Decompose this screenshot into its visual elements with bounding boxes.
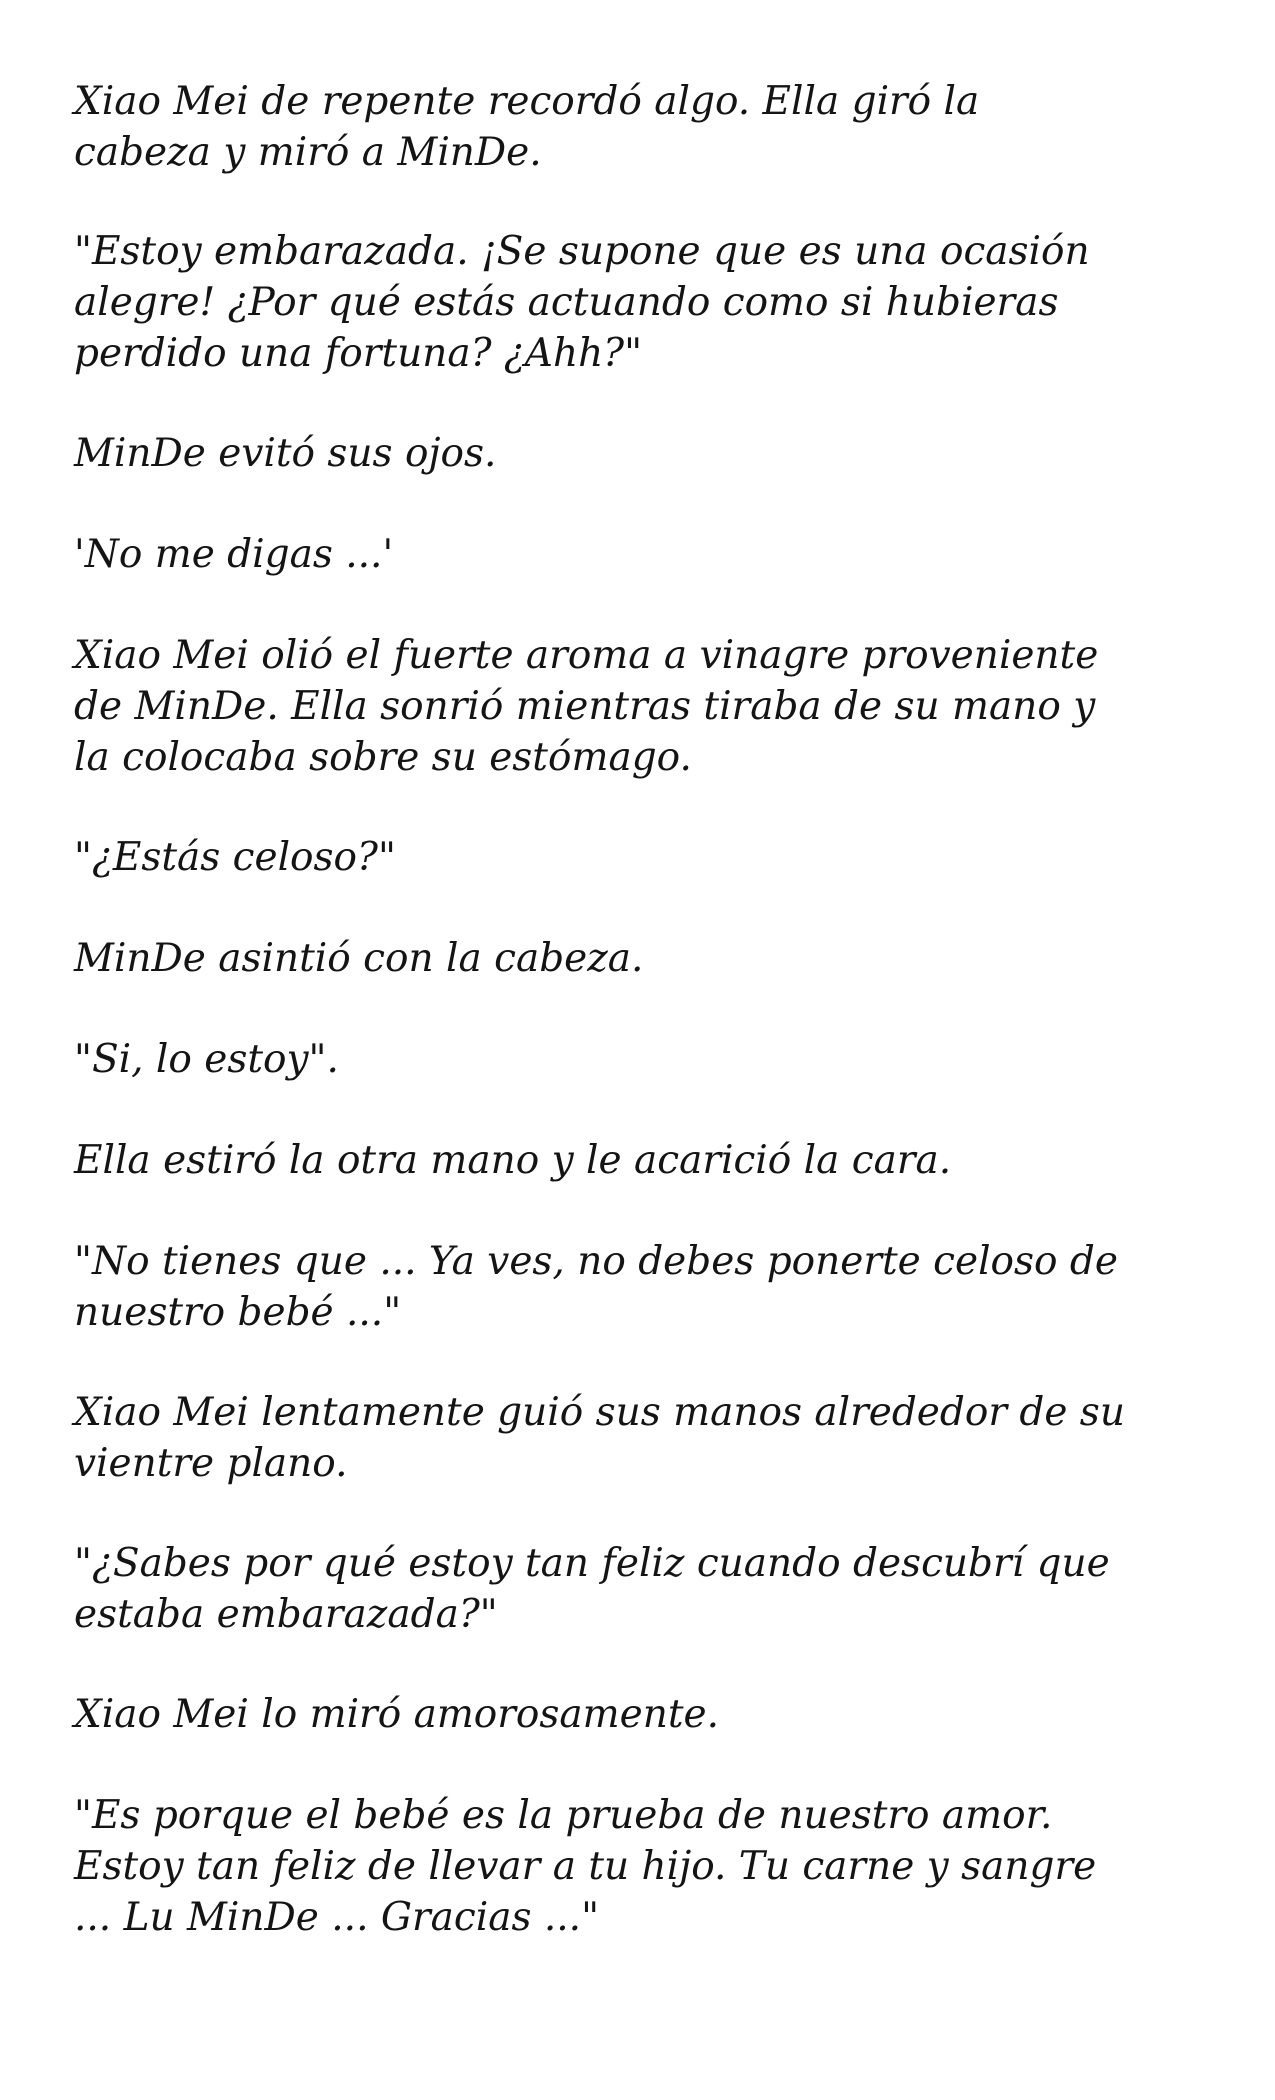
text-line: vientre plano. (74, 1441, 348, 1486)
text-line: "Es porque el bebé es la prueba de nuestro amor. (74, 1793, 1053, 1838)
paragraph-12 (74, 1538, 1214, 1640)
text-line: alegre! ¿Por qué estás actuando como si hubieras (74, 280, 1059, 325)
paragraph-3 (74, 428, 1214, 479)
text-line: MinDe evitó sus ojos. (74, 431, 497, 476)
paragraph-1 (74, 76, 1214, 178)
text-line: Xiao Mei olió el fuerte aroma a vinagre proveniente (74, 633, 1099, 678)
paragraph-14 (74, 1790, 1214, 1943)
paragraph-7 (74, 933, 1214, 984)
text-line: Xiao Mei de repente recordó algo. Ella giró la (74, 79, 980, 124)
text-line: perdido una fortuna? ¿Ahh?" (74, 331, 643, 376)
text-line: Ella estiró la otra mano y le acarició la cara. (74, 1138, 952, 1183)
paragraph-8 (74, 1034, 1214, 1085)
text-line: la colocaba sobre su estómago. (74, 735, 692, 780)
text-line: cabeza y miró a MinDe. (74, 130, 542, 175)
text-line: 'No me digas ...' (74, 532, 394, 577)
paragraph-13 (74, 1689, 1214, 1740)
text-line: de MinDe. Ella sonrió mientras tiraba de su mano y (74, 684, 1096, 729)
paragraph-6 (74, 832, 1214, 883)
paragraph-5 (74, 630, 1214, 783)
text-line: "No tienes que ... Ya ves, no debes ponerte celoso de (74, 1239, 1118, 1284)
text-line: "¿Sabes por qué estoy tan feliz cuando descubrí que (74, 1541, 1110, 1586)
text-line: Xiao Mei lo miró amorosamente. (74, 1692, 720, 1737)
paragraph-9 (74, 1135, 1214, 1186)
paragraph-11 (74, 1387, 1214, 1489)
text-line: MinDe asintió con la cabeza. (74, 936, 644, 981)
text-line: "¿Estás celoso?" (74, 835, 396, 880)
text-line: "Si, lo estoy". (74, 1037, 339, 1082)
paragraph-4 (74, 529, 1214, 580)
text-line: ... Lu MinDe ... Gracias ..." (74, 1895, 600, 1940)
paragraph-2 (74, 226, 1214, 379)
text-line: Estoy tan feliz de llevar a tu hijo. Tu carne y sangre (74, 1844, 1097, 1889)
paragraph-10 (74, 1236, 1214, 1338)
text-line: estaba embarazada?" (74, 1592, 498, 1637)
text-line: Xiao Mei lentamente guió sus manos alrededor de su (74, 1390, 1125, 1435)
text-line: "Estoy embarazada. ¡Se supone que es una ocasión (74, 229, 1090, 274)
text-line: nuestro bebé ..." (74, 1290, 402, 1335)
